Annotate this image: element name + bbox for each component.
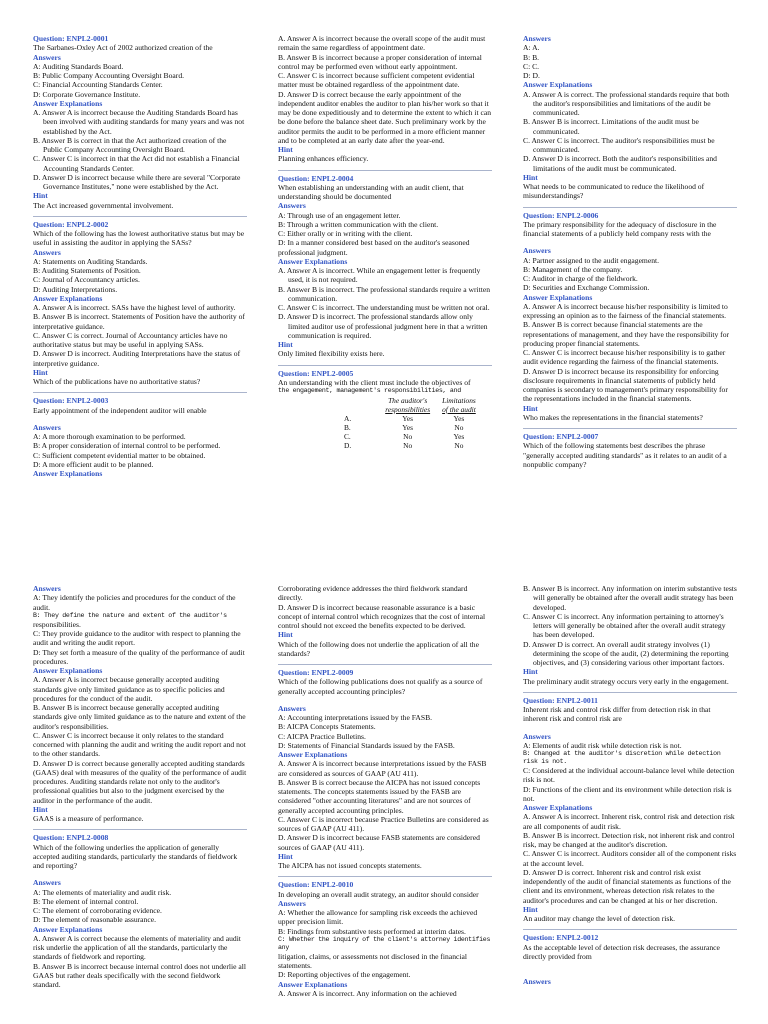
section-heading: Answers — [278, 898, 306, 908]
text-line: A: They identify the policies and procedures for the conduct of the audit. — [33, 593, 236, 612]
column-middle — [278, 34, 492, 450]
section-divider — [278, 365, 492, 366]
text-line: B: Auditing Statements of Position. — [33, 266, 141, 275]
column-right — [523, 34, 737, 469]
column-middle — [278, 584, 492, 998]
text-line: A: Accounting interpretations issued by the FASB. — [278, 713, 433, 722]
table-cell: D. — [344, 441, 352, 451]
text-line: B: Public Company Accounting Oversight Board. — [33, 71, 185, 80]
hint-heading: Hint — [523, 667, 538, 677]
text-line: A. Answer A is incorrect because the overall scope of the audit must remain the same regardless of appointment date. — [278, 34, 486, 53]
section-heading: Answers — [33, 584, 61, 593]
text-line: D: Auditing Interpretations. — [33, 284, 118, 294]
table-cell: Yes — [453, 414, 465, 424]
text-line: D: Reporting objectives of the engagement. — [278, 970, 411, 980]
section-heading: Answers — [523, 34, 551, 43]
hint-heading: Hint — [278, 340, 293, 349]
hint-heading: Hint — [33, 191, 48, 201]
text-line: C: AICPA Practice Bulletins. — [278, 731, 366, 741]
text-line: D. Answer D is correct because generally accepted auditing standards (GAAS) deal with measures of the quality of the performance of audit procedures. Auditing standards relate not only to the auditor's professional qualities but also to the judgment exercised by the auditor in the performance of the audit. — [33, 758, 247, 805]
text-line: The AICPA has not issued concepts statements. — [278, 861, 422, 870]
section-heading: Answer Explanations — [33, 98, 103, 108]
text-line: B. Answer B is correct because the AICPA has not issued concepts statements. The concepts statements issued by the FASB are considered "other accounting literatures" and are not sources of generally accepted accounting principles. — [278, 777, 481, 815]
text-line: D. Answer D is incorrect because its responsibility for enforcing disclosure requirements in financial statements of publicly held companies is secondary to management's primary responsibility for the representations included in the financial statements. — [523, 366, 728, 404]
text-line: C: Journal of Accountancy articles. — [33, 275, 140, 285]
text-line: D: Corporate Governance Institute. — [33, 89, 141, 99]
column-left — [33, 34, 247, 478]
question-id: Question: ENPL2-0008 — [33, 833, 109, 843]
page-bottom — [0, 512, 768, 1024]
text-line: D. Answer D is correct because the early appointment of the independent auditor enables the auditor to plan his/her work so that it may be done expeditiously and to determine the extent to which it can be done before the balance sheet date. Such preliminary work by the auditor permits the audit to be performed in a more efficient manner and to be completed at an early date after the year-end. — [278, 89, 491, 145]
garbled-line: B: Changed at the auditor's discretion while detection risk is not. — [523, 750, 721, 766]
text-line: Corroborating evidence addresses the third fieldwork standard directly. — [278, 584, 468, 603]
section-heading: Answers — [278, 703, 306, 713]
section-divider — [33, 829, 247, 830]
hint-heading: Hint — [278, 851, 293, 861]
table-cell: B. — [344, 423, 351, 433]
question-id: Question: ENPL2-0006 — [523, 210, 599, 220]
text-line: B: The element of internal control. — [33, 896, 139, 906]
text-line: A. Answer A is incorrect because generally accepted auditing standards give only limited guidance as to specific policies and procedures for the conduct of the audit. — [33, 675, 225, 703]
text-line: responsibilities. — [33, 619, 81, 629]
explanation-item: A. Answer A is correct. The professional standards require that both the auditor's responsibilities and limitations of the audit be communicated. — [523, 89, 730, 117]
text-line: As the acceptable level of detection risk decreases, the assurance directly provided from — [523, 942, 720, 961]
hint-heading: Hint — [278, 145, 293, 154]
section-heading: Answer Explanations — [33, 924, 103, 934]
explanation-item: A. Answer A is incorrect. While an engagement letter is frequently used, it is not required. — [278, 266, 481, 285]
text-line: An auditor may change the level of detection risk. — [523, 914, 676, 924]
spacer — [523, 238, 737, 246]
column-left — [33, 584, 247, 989]
text-line: Only limited flexibility exists here. — [278, 349, 385, 359]
text-line: Planning enhances efficiency. — [278, 154, 369, 164]
text-line: C. Answer C is correct. Journal of Accountancy articles have no authoritative status but may be useful in applying SASs. — [33, 330, 228, 349]
table-cell: No — [403, 432, 413, 442]
section-heading: Answers — [523, 977, 551, 987]
text-line: D. Answer D is correct. Inherent risk and control risk exist independently of the audit of financial statements as functions of the client and its environment, whereas detection risk relates to the auditor's procedures and can be changed at his or her discretion. — [523, 867, 731, 905]
table-head-1: The auditor's — [388, 396, 428, 406]
section-heading: Answer Explanations — [278, 750, 348, 759]
text-line: B. Answer B is incorrect because a proper consideration of internal control may be performed even without early appointment. — [278, 52, 482, 71]
text-line: Early appointment of the independent auditor will enable — [33, 405, 207, 415]
hint-heading: Hint — [33, 804, 48, 814]
text-line: D: D. — [523, 71, 540, 80]
table-row — [338, 414, 482, 423]
explanation-item: B. Answer B is incorrect. Limitations of the audit must be communicated. — [523, 117, 699, 136]
hint-heading: Hint — [33, 367, 48, 377]
text-line: B: Findings from substantive tests performed at interim dates. — [278, 926, 466, 936]
explanation-item: C. Answer C is incorrect. The understanding must be written not oral. — [278, 303, 490, 312]
explanation-item: A. Answer A is incorrect. Any information on the achieved — [278, 988, 457, 998]
explanation-item: C. Answer C is incorrect. Any information pertaining to attorney's letters will generally be obtained after the overall audit strategy has been developed. — [523, 611, 726, 640]
text-line: C: Either orally or in writing with the client. — [278, 229, 413, 238]
section-heading: Answer Explanations — [278, 256, 348, 266]
text-line: A. Answer A is correct because the elements of materiality and audit risk underlie the application of all the standards, particularly the standards of fieldwork and reporting. — [33, 933, 241, 962]
text-line: C: Sufficient competent evidential matter to be obtained. — [33, 450, 206, 460]
text-line: B. Answer B is incorrect. Statements of Position have the authority of interpretative guidance. — [33, 312, 245, 331]
text-line: A: Auditing Standards Board. — [33, 61, 124, 71]
text-line: B: Management of the company. — [523, 264, 623, 274]
text-line: B. Answer B is incorrect because generally accepted auditing standards give only limited guidance as to the nature and extent of the auditor's responsibilities. — [33, 703, 246, 731]
table-row — [338, 423, 482, 432]
text-line: Inherent risk and control risk differ from detection risk in that inherent risk and control risk are — [523, 705, 711, 724]
table-cell: A. — [344, 414, 352, 424]
spacer — [33, 870, 247, 878]
text-line: C: The element of corroborating evidence. — [33, 906, 162, 916]
text-line: C: Considered at the individual account-balance level while detection risk is not. — [523, 766, 735, 785]
explanation-item: A. Answer A is incorrect because the Auditing Standards Board has been involved with auditing standards for many years and was not established by the Act. — [33, 108, 245, 136]
garbled-line: C: Whether the inquiry of the client's attorney identifies any — [278, 935, 491, 951]
text-line: A. Answer A is incorrect. Inherent risk, control risk and detection risk are all components of audit risk. — [523, 812, 735, 831]
section-divider — [278, 170, 492, 171]
section-heading: Answers — [33, 878, 61, 888]
text-line: C. Answer C is incorrect because Practice Bulletins are considered as sources of GAAP (AU 411). — [278, 814, 489, 833]
question-id: Question: ENPL2-0003 — [33, 396, 109, 406]
question-id: Question: ENPL2-0010 — [278, 880, 354, 890]
explanation-item: D. Answer D is incorrect because while there are several "Corporate Governance Institutes," none were established by the Act. — [33, 172, 241, 191]
section-heading: Answer Explanations — [33, 293, 103, 303]
explanation-item: D. Answer D is incorrect. Both the auditor's responsibilities and limitations of the audit must be communicated. — [523, 154, 717, 173]
section-divider — [523, 207, 737, 208]
section-heading: Answers — [33, 247, 61, 257]
explanation-item: B. Answer B is correct in that the Act authorized creation of the Public Company Accounting Oversight Board. — [33, 135, 227, 154]
text-line: D: In a manner considered best based on the auditor's seasoned professional judgment. — [278, 238, 470, 257]
explanation-item: B. Answer B is incorrect. The professional standards require a written communication. — [278, 284, 491, 303]
section-heading: Answers — [523, 731, 551, 741]
garbled-line: B: They define the nature and extent of the auditor's — [33, 611, 227, 619]
text-line: An understanding with the client must include the objectives of — [278, 377, 471, 387]
text-line: B. Answer B is incorrect because internal control does not underlie all GAAS but rather deals specifically with the second fieldwork standard. — [33, 961, 246, 990]
text-line: D: A more efficient audit to be planned. — [33, 459, 154, 469]
text-line: A: Whether the allowance for sampling risk exceeds the achieved upper precision limit. — [278, 908, 478, 927]
text-line: B: B. — [523, 52, 540, 62]
hint-heading: Hint — [523, 403, 538, 413]
text-line: The preliminary audit strategy occurs very early in the engagement. — [523, 676, 729, 686]
question-id: Question: ENPL2-0011 — [523, 695, 598, 705]
table-cell: No — [403, 441, 413, 451]
section-divider — [33, 216, 247, 217]
text-line: A: Through use of an engagement letter. — [278, 210, 401, 220]
section-heading: Answer Explanations — [33, 666, 103, 676]
explanation-item: D. Answer D is correct. An overall audit strategy involves (1) determining the scope of the audit, (2) determining the reporting objectives, and (3) considering various other important factors. — [523, 639, 729, 667]
section-divider — [523, 428, 737, 429]
table-cell: Yes — [402, 414, 414, 424]
section-divider — [523, 929, 737, 930]
section-heading: Answers — [33, 422, 61, 432]
text-line: C. Answer C is incorrect because it only relates to the standard concerned with planning the audit and writing the audit report and not to the other standards. — [33, 730, 246, 759]
text-line: Which of the following statements best describes the phrase "generally accepted auditing standards" as it relates to an audit of a nonpublic company? — [523, 441, 727, 469]
text-line: C: Auditor in charge of the fieldwork. — [523, 274, 638, 283]
hint-heading: Hint — [278, 630, 293, 640]
spacer — [523, 724, 737, 732]
spacer — [523, 961, 737, 969]
question-id: Question: ENPL2-0012 — [523, 933, 599, 943]
explanation-item: C. Answer C is incorrect in that the Act did not establish a Financial Accounting Standards Center. — [33, 154, 240, 173]
question-id: Question: ENPL2-0004 — [278, 173, 354, 183]
text-line: A: Elements of audit risk while detection risk is not. — [523, 740, 682, 750]
text-line: What needs to be communicated to reduce the likelihood of misunderstandings? — [523, 182, 705, 201]
text-line: A: Statements on Auditing Standards. — [33, 256, 148, 266]
table-cell: C. — [344, 432, 351, 442]
text-line: A: The elements of materiality and audit risk. — [33, 887, 172, 897]
question-id: Question: ENPL2-0002 — [33, 219, 109, 229]
text-line: Which of the following underlies the application of generally accepted auditing standards, particularly the standards of fieldwork and reporting? — [33, 842, 238, 871]
text-line: A: A. — [523, 43, 540, 53]
table-cell: No — [454, 441, 464, 451]
text-line: C. Answer C is incorrect. Auditors consider all of the component risks at the account level. — [523, 849, 737, 868]
spacer — [523, 969, 737, 977]
table-head-3: Limitations — [442, 396, 476, 406]
table-row — [338, 432, 482, 441]
text-line: A: Partner assigned to the audit engagement. — [523, 255, 660, 265]
table-head-4: of the audit — [442, 405, 476, 415]
text-line: A: A more thorough examination to be performed. — [33, 432, 186, 441]
question-id: Question: ENPL2-0009 — [278, 668, 354, 677]
text-line: Who makes the representations in the financial statements? — [523, 412, 703, 422]
section-heading: Answer Explanations — [523, 292, 593, 302]
text-line: The primary responsibility for the adequacy of disclosure in the financial statements of a publicly held company rests with the — [523, 219, 717, 238]
section-heading: Answers — [33, 52, 61, 62]
table-row — [338, 441, 482, 450]
hint-heading: Hint — [523, 904, 538, 914]
text-line: D. Answer D is incorrect because reasonable assurance is a basic concept of internal control which recognizes that the cost of internal control should not exceed the benefits expected to be derived. — [278, 602, 486, 630]
section-divider — [523, 692, 737, 693]
spacer — [33, 415, 247, 423]
answer-table — [338, 396, 482, 450]
text-line: Which of the following does not underlie the application of all the standards? — [278, 639, 479, 658]
text-line: Which of the following publications does not qualify as a source of generally accepted accounting principles? — [278, 677, 483, 696]
spacer — [278, 696, 492, 704]
text-line: D: The element of reasonable assurance. — [33, 915, 156, 925]
table-cell: No — [454, 423, 464, 433]
hint-heading: Hint — [523, 172, 538, 182]
text-line: B: A proper consideration of internal control to be performed. — [33, 441, 221, 451]
text-line: GAAS is a measure of performance. — [33, 814, 144, 824]
garbled-line: the engagement, management's responsibilities, and — [278, 387, 461, 394]
text-line: B: AICPA Concepts Statements. — [278, 722, 376, 732]
question-id: Question: ENPL2-0005 — [278, 368, 354, 378]
text-line: When establishing an understanding with an audit client, that understanding should be documented — [278, 182, 464, 201]
text-line: A. Answer A is incorrect. SASs have the highest level of authority. — [33, 303, 236, 312]
text-line: B: Through a written communication with the client. — [278, 219, 439, 229]
explanation-item: C. Answer C is incorrect. The auditor's responsibilities must be communicated. — [523, 135, 715, 154]
section-divider — [33, 392, 247, 393]
text-line: Which of the following has the lowest authoritative status but may be useful in assisting the auditor in applying the SASs? — [33, 229, 245, 248]
text-line: C: Financial Accounting Standards Center. — [33, 80, 163, 90]
section-heading: Answer Explanations — [33, 469, 103, 478]
section-heading: Answer Explanations — [523, 803, 593, 813]
text-line: D. Answer D is incorrect because FASB statements are considered sources of GAAP (AU 411). — [278, 833, 480, 852]
section-divider — [278, 664, 492, 665]
text-line: C. Answer C is incorrect because his/her responsibility is to gather audit evidence regarding the fairness of the financial statements. — [523, 348, 726, 367]
text-line: Which of the publications have no authoritative status? — [33, 377, 201, 386]
text-line: C. Answer C is incorrect because sufficient competent evidential matter must be obtained regardless of the appointment date. — [278, 71, 475, 90]
section-heading: Answers — [278, 201, 306, 211]
question-id: Question: ENPL2-0007 — [523, 432, 599, 441]
text-line: The Act increased governmental involvement. — [33, 200, 174, 210]
question-id: Question: ENPL2-0001 — [33, 34, 109, 43]
text-line: C: C. — [523, 61, 540, 71]
section-heading: Answers — [523, 246, 551, 256]
table-head-2: responsibilities — [385, 405, 431, 415]
text-line: The Sarbanes-Oxley Act of 2002 authorized creation of the — [33, 43, 213, 53]
column-right — [523, 584, 737, 986]
section-divider — [278, 876, 492, 877]
text-line: D. Answer D is incorrect. Auditing Interpretations have the status of interpretive guidance. — [33, 349, 241, 368]
table-cell: Yes — [402, 423, 414, 433]
section-heading: Answer Explanations — [523, 80, 593, 90]
text-line: D: Securities and Exchange Commission. — [523, 283, 650, 293]
explanation-item: B. Answer B is incorrect. Any information on interim substantive tests will generally be obtained after the overall audit strategy has been developed. — [523, 584, 737, 612]
text-line: litigation, claims, or assessments not disclosed in the financial statements. — [278, 951, 467, 971]
table-cell: Yes — [453, 432, 465, 442]
text-line: B. Answer B is correct because financial statements are the representations of management, and they have the responsibility for producing proper financial statements. — [523, 320, 730, 348]
section-heading: Answer Explanations — [278, 979, 348, 989]
text-line: B. Answer B is incorrect. Detection risk, not inherent risk and control risk, may be changed at the auditor's discretion. — [523, 830, 735, 850]
text-line: A. Answer A is incorrect because interpretations issued by the FASB are considered as sources of GAAP (AU 411). — [278, 759, 487, 778]
text-line: In developing an overall audit strategy, an auditor should consider — [278, 889, 479, 899]
text-line: C: They provide guidance to the auditor with respect to planning the audit and writing the audit report. — [33, 629, 241, 648]
text-line: A. Answer A is incorrect because his/her responsibility is limited to expressing an opinion as to the fairness of the financial statements. — [523, 301, 728, 320]
text-line: D: Statements of Financial Standards issued by the FASB. — [278, 740, 455, 750]
text-line: D: Functions of the client and its environment while detection risk is not. — [523, 784, 732, 803]
text-line: D: They set forth a measure of the quality of the performance of audit procedures. — [33, 647, 245, 666]
explanation-item: D. Answer D is incorrect. The professional standards allow only limited auditor use of professional judgment here in that a written communication is required. — [278, 312, 488, 340]
